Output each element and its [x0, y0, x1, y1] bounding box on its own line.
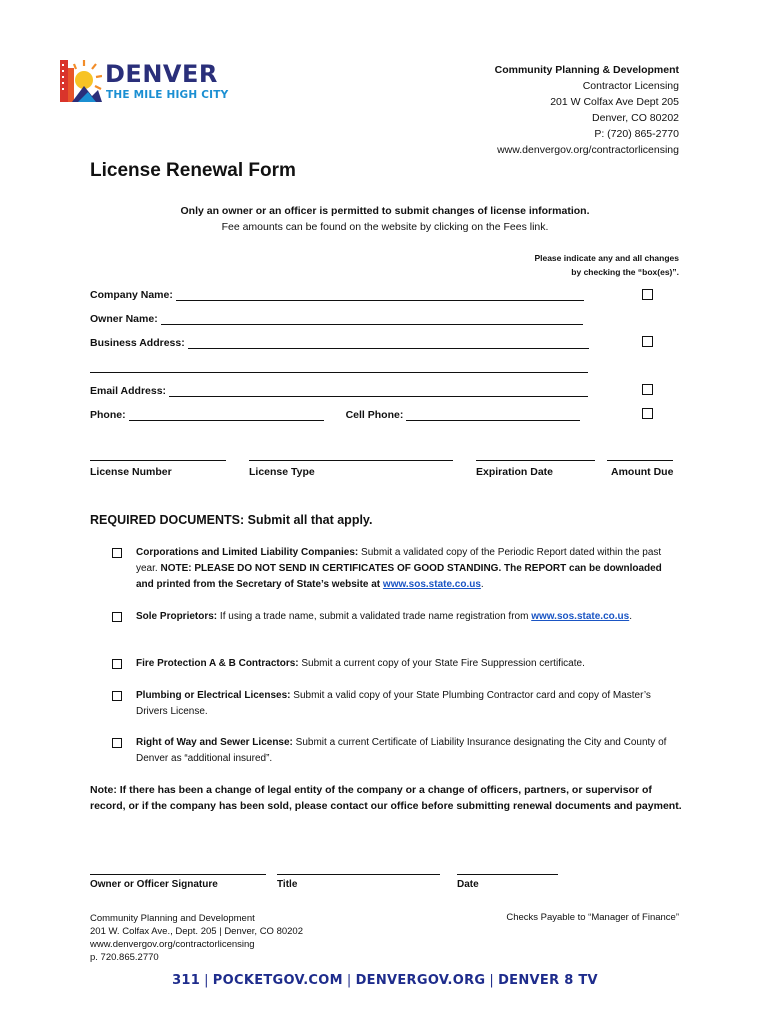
plumbing-electrical-text: Submit a valid copy of your State Plumbing Contractor card and copy of Master’s Drivers License. [136, 690, 651, 717]
title-label: Title [277, 879, 298, 890]
department-name: Community Planning & Development [494, 64, 679, 76]
amount-due-field[interactable] [607, 460, 673, 461]
phone-field[interactable] [129, 409, 324, 421]
amount-due-label: Amount Due [611, 466, 674, 478]
footer-website[interactable]: www.denvergov.org/contractorlicensing [90, 939, 255, 950]
denver-logo [58, 56, 228, 106]
cell-phone-field[interactable] [406, 409, 580, 421]
logo-tagline: THE MILE HIGH CITY [106, 89, 229, 101]
email-address-row [90, 385, 588, 397]
date-label: Date [457, 879, 479, 890]
email-address-label: Email Address: [90, 385, 167, 397]
owner-name-label: Owner Name: [90, 313, 158, 325]
legal-entity-change-note: Note: If there has been a change of legal entity of the company or a change of officers, partners, or supervisor of record, or if the company has been sold, please contact our office before submitting renewal documents and payment. [90, 784, 682, 812]
req-item-sole-proprietors [112, 609, 672, 625]
company-name-field[interactable] [176, 289, 584, 301]
phone-label: Phone: [90, 409, 126, 421]
business-address-row [90, 337, 589, 349]
fee-note: Fee amounts can be found on the website by clicking on the Fees link. [221, 221, 549, 233]
req-item-right-of-way [112, 735, 672, 767]
denver-logo-icon [58, 56, 102, 104]
fire-protection-checkbox[interactable] [112, 659, 122, 669]
right-of-way-checkbox[interactable] [112, 738, 122, 748]
sole-proprietors-tail: . [629, 611, 632, 622]
footer-separator: | [489, 973, 495, 988]
owner-name-field[interactable] [161, 313, 583, 325]
right-of-way-heading: Right of Way and Sewer License: [136, 737, 293, 748]
corporations-checkbox[interactable] [112, 548, 122, 558]
date-field[interactable] [457, 874, 558, 875]
division-name: Contractor Licensing [582, 80, 679, 92]
title-field[interactable] [277, 874, 440, 875]
expiration-date-label: Expiration Date [476, 466, 554, 478]
plumbing-electrical-checkbox[interactable] [112, 691, 122, 701]
license-type-field[interactable] [249, 460, 453, 461]
street-address: 201 W Colfax Ave Dept 205 [550, 96, 679, 108]
footer-link-denvergov[interactable]: DENVERGOV.ORG [355, 973, 486, 988]
owner-signature-label: Owner or Officer Signature [90, 879, 218, 890]
fire-protection-heading: Fire Protection A & B Contractors: [136, 658, 299, 669]
footer-link-pocketgov[interactable]: POCKETGOV.COM [212, 973, 343, 988]
footer-street: 201 W. Colfax Ave., Dept. 205 | Denver, CO 80202 [90, 926, 303, 937]
sole-proprietors-checkbox[interactable] [112, 612, 122, 622]
license-number-label: License Number [90, 466, 172, 478]
expiration-date-field[interactable] [476, 460, 595, 461]
email-address-field[interactable] [169, 385, 588, 397]
plumbing-electrical-heading: Plumbing or Electrical Licenses: [136, 690, 291, 701]
required-documents-title: REQUIRED DOCUMENTS: Submit all that apply. [90, 513, 373, 527]
owner-officer-note: Only an owner or an officer is permitted to submit changes of license information. [180, 205, 590, 217]
city-state-zip: Denver, CO 80202 [592, 112, 679, 124]
owner-signature-field[interactable] [90, 874, 266, 875]
req-item-fire-protection [112, 656, 672, 672]
email-change-checkbox[interactable] [642, 384, 653, 395]
indicate-line-2: by checking the “box(es)”. [571, 267, 679, 277]
footer-separator: | [204, 973, 209, 988]
license-number-field[interactable] [90, 460, 226, 461]
sole-proprietors-heading: Sole Proprietors: [136, 611, 218, 622]
company-name-change-checkbox[interactable] [642, 289, 653, 300]
req-item-plumbing-electrical [112, 688, 672, 720]
footer-phone: p. 720.865.2770 [90, 952, 159, 963]
indicate-line-1: Please indicate any and all changes [534, 253, 679, 263]
business-address-label: Business Address: [90, 337, 185, 349]
corporations-heading: Corporations and Limited Liability Companies: [136, 547, 359, 558]
form-title: License Renewal Form [90, 160, 296, 181]
fire-protection-text: Submit a current copy of your State Fire Suppression certificate. [298, 658, 585, 669]
business-address-change-checkbox[interactable] [642, 336, 653, 347]
corporations-text: Submit a validated copy of the Periodic Report dated within the past year. [136, 547, 662, 574]
business-address-line-2-field[interactable] [90, 361, 588, 373]
indicate-changes-note [534, 251, 679, 279]
phone-number: P: (720) 865-2770 [594, 128, 679, 140]
logo-wordmark: DENVER [105, 60, 218, 88]
sos-link-1[interactable]: www.sos.state.co.us [382, 579, 481, 590]
footer-address-block [90, 912, 303, 964]
footer-link-denver8tv[interactable]: DENVER 8 TV [498, 973, 598, 988]
license-type-label: License Type [249, 466, 315, 478]
company-name-row [90, 289, 584, 301]
right-of-way-text: Submit a current Certificate of Liability Insurance designating the City and County of Denver as “additional insured”. [136, 737, 667, 764]
footer-separator: | [346, 973, 352, 988]
office-address-block [495, 62, 679, 158]
cell-phone-label: Cell Phone: [345, 409, 404, 421]
owner-name-row [90, 313, 583, 325]
sole-proprietors-text: If using a trade name, submit a validated trade name registration from [217, 611, 532, 622]
footer-department: Community Planning and Development [90, 913, 255, 924]
checks-payable-note: Checks Payable to “Manager of Finance” [506, 912, 679, 923]
corporations-note: NOTE: PLEASE DO NOT SEND IN CERTIFICATES OF GOOD STANDING. The REPORT can be downloaded and printed from the Secretary of State’s website at [136, 563, 662, 590]
website-url[interactable]: www.denvergov.org/contractorlicensing [497, 144, 679, 156]
business-address-field[interactable] [188, 337, 589, 349]
footer-link-311[interactable]: 311 [172, 973, 201, 988]
footer-links-bar [0, 973, 770, 988]
sos-link-2[interactable]: www.sos.state.co.us [531, 611, 630, 622]
company-name-label: Company Name: [90, 289, 173, 301]
phone-row [90, 409, 580, 421]
req-item-corporations [112, 545, 672, 593]
corporations-tail: . [480, 579, 484, 590]
phone-change-checkbox[interactable] [642, 408, 653, 419]
